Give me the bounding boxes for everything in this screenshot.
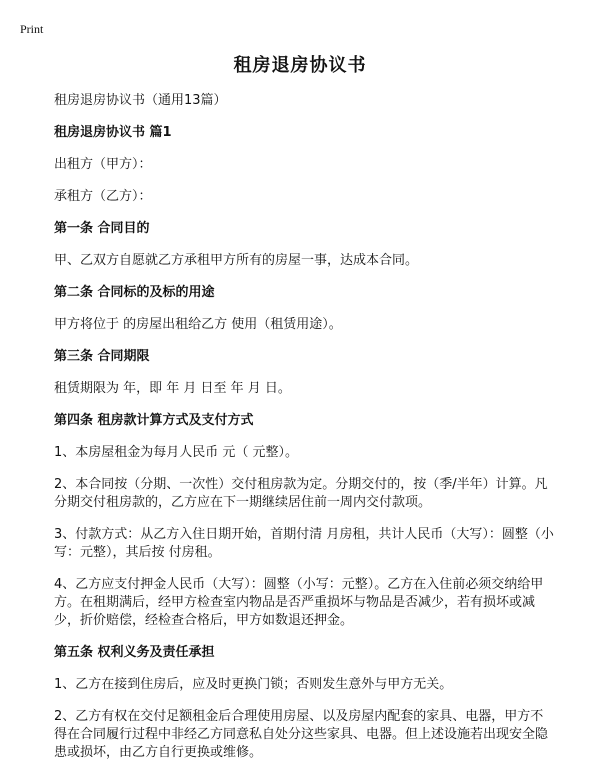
section-paragraph: 甲、乙双方自愿就乙方承租甲方所有的房屋一事，达成本合同。	[54, 253, 419, 268]
section-paragraph: 4、乙方应支付押金人民币（大写）：圆整（小写：元整）。乙方在入住前必须交纳给甲方。在租期满后，经甲方检查室内物品是否严重损坏与物品是否减少，若有损坏或减少，折价赔偿，经检查合格后，甲方如数退还押金。	[54, 577, 544, 628]
lessor-line: 出租方（甲方）：	[54, 157, 152, 172]
section-paragraph: 甲方将位于 的房屋出租给乙方 使用（租赁用途）。	[54, 317, 342, 332]
section-heading: 第三条 合同期限	[54, 349, 150, 364]
section-paragraph: 租赁期限为 年，即 年 月 日至 年 月 日。	[54, 381, 291, 396]
part-heading: 租房退房协议书 篇1	[54, 125, 172, 140]
print-link[interactable]: Print	[20, 22, 44, 36]
document-title: 租房退房协议书	[233, 55, 367, 76]
section-heading: 第一条 合同目的	[54, 221, 150, 236]
section-heading: 第二条 合同标的及标的用途	[54, 285, 215, 300]
section-heading: 第五条 权利义务及责任承担	[54, 645, 215, 660]
section-paragraph: 2、乙方有权在交付足额租金后合理使用房屋、以及房屋内配套的家具、电器，甲方不得在合同履行过程中非经乙方同意私自处分这些家具、电器。但上述设施若出现安全隐患或损坏，由乙方自行更换或维修。	[54, 709, 549, 760]
section-heading: 第四条 租房款计算方式及支付方式	[54, 413, 254, 428]
section-paragraph: 3、付款方式：从乙方入住日期开始，首期付清 月房租，共计人民币（大写）：圆整（小写：元整），其后按 付房租。	[54, 527, 554, 560]
lessee-line: 承租方（乙方）：	[54, 189, 152, 204]
section-paragraph: 2、本合同按（分期、一次性）交付租房款为定。分期交付的，按（季/半年）计算。凡分期交付租房款的，乙方应在下一期继续居住前一周内交付款项。	[54, 477, 548, 510]
document-body	[54, 92, 554, 774]
section-paragraph: 1、乙方在接到住房后，应及时更换门锁；否则发生意外与甲方无关。	[54, 677, 453, 692]
document-subtitle: 租房退房协议书（通用13篇）	[54, 93, 227, 108]
section-paragraph: 1、本房屋租金为每月人民币 元（ 元整）。	[54, 445, 299, 460]
